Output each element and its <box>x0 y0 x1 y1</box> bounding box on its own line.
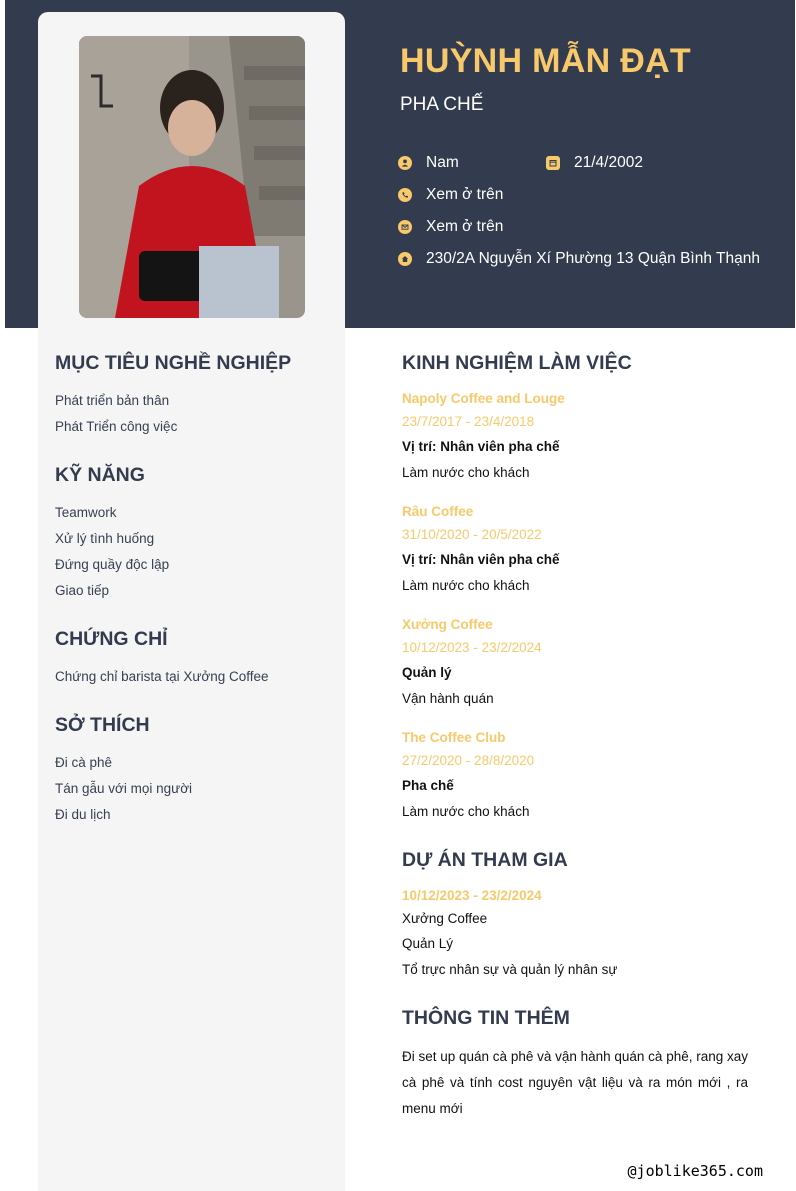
address-value: 230/2A Nguyễn Xí Phường 13 Quận Bình Thạnh <box>426 250 760 267</box>
phone-value: Xem ở trên <box>426 186 504 203</box>
job-dates: 31/10/2020 - 20/5/2022 <box>402 527 542 542</box>
hobby-item: Đi cà phê <box>55 755 113 770</box>
candidate-name: HUỲNH MẪN ĐẠT <box>400 42 691 80</box>
job-description: Vận hành quán <box>402 691 494 706</box>
profile-photo <box>79 36 305 318</box>
home-icon <box>398 252 412 266</box>
job-company: Napoly Coffee and Louge <box>402 391 565 406</box>
certificate-item: Chứng chỉ barista tại Xưởng Coffee <box>55 669 269 684</box>
gender-value: Nam <box>426 154 459 171</box>
project-line: Tổ trực nhân sự và quản lý nhân sự <box>402 962 618 977</box>
job-position: Vị trí: Nhân viên pha chế <box>402 552 560 567</box>
birthday-value: 21/4/2002 <box>574 154 643 171</box>
hobby-item: Tán gẫu với mọi người <box>55 781 193 796</box>
extra-text: Đi set up quán cà phê và vận hành quán cà phê, rang xay cà phê và tính cost nguyên vật liệu và ra món mới , ra menu mới <box>402 1049 748 1116</box>
objective-item: Phát triển bản thân <box>55 393 170 408</box>
experience-heading: KINH NGHIỆM LÀM VIỆC <box>402 352 632 374</box>
project-dates: 10/12/2023 - 23/2/2024 <box>402 888 542 903</box>
job-company: The Coffee Club <box>402 730 506 745</box>
job-description: Làm nước cho khách <box>402 578 530 593</box>
job-dates: 27/2/2020 - 28/8/2020 <box>402 753 535 768</box>
skills-heading: KỸ NĂNG <box>55 464 145 486</box>
job-company: Xưởng Coffee <box>402 617 493 632</box>
user-icon <box>398 156 412 170</box>
project-line: Quản Lý <box>402 936 454 951</box>
job-dates: 23/7/2017 - 23/4/2018 <box>402 414 535 429</box>
phone-icon <box>398 188 412 202</box>
hobby-item: Đi du lịch <box>55 807 111 822</box>
job-position: Pha chế <box>402 778 454 793</box>
job-dates: 10/12/2023 - 23/2/2024 <box>402 640 542 655</box>
skill-item: Đứng quầy độc lập <box>55 557 170 572</box>
job-description: Làm nước cho khách <box>402 804 530 819</box>
email-row <box>398 218 503 236</box>
skill-item: Xử lý tình huống <box>55 531 155 546</box>
objective-heading: MỤC TIÊU NGHỀ NGHIỆP <box>55 352 292 374</box>
skill-item: Giao tiếp <box>55 583 110 598</box>
certificates-heading: CHỨNG CHỈ <box>55 628 168 650</box>
email-icon <box>398 220 412 234</box>
project-line: Xưởng Coffee <box>402 911 488 926</box>
email-value: Xem ở trên <box>426 218 504 235</box>
gender-row <box>398 154 459 172</box>
job-position: Quản lý <box>402 665 452 680</box>
job-description: Làm nước cho khách <box>402 465 530 480</box>
extra-heading: THÔNG TIN THÊM <box>402 1007 570 1029</box>
address-row <box>398 250 760 268</box>
objective-item: Phát Triển công việc <box>55 419 178 434</box>
calendar-icon <box>546 156 560 170</box>
hobbies-heading: SỞ THÍCH <box>55 714 150 736</box>
projects-heading: DỰ ÁN THAM GIA <box>402 849 568 871</box>
phone-row <box>398 186 503 204</box>
birthday-row <box>546 154 643 172</box>
skill-item: Teamwork <box>55 505 117 520</box>
job-company: Râu Coffee <box>402 504 474 519</box>
watermark: @joblike365.com <box>627 1162 763 1180</box>
job-title: PHA CHẾ <box>400 94 484 115</box>
job-position: Vị trí: Nhân viên pha chế <box>402 439 560 454</box>
